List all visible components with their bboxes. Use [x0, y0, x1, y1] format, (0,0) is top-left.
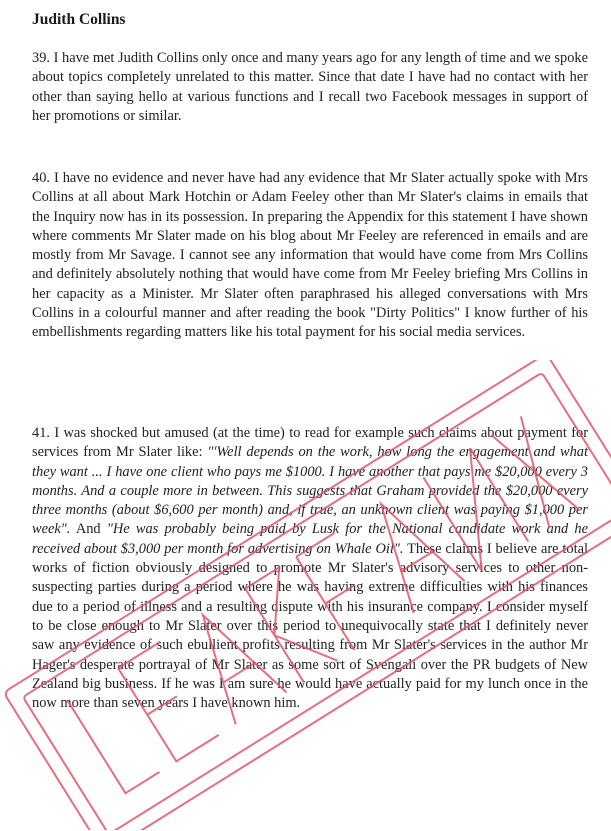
paragraph-41-text-2: And: [70, 521, 107, 538]
paragraph-41-text-1: 41. I was shocked but amused (at the time) to read for example such claims about payment for services from Mr Slater like:: [32, 425, 588, 461]
section-heading: Judith Collins: [32, 11, 126, 28]
paragraph-41-quote-2: "He was probably being paid by Lusk for the National candidate work and he received about $3,000 per month for advertising on Whale Oil".: [32, 521, 589, 557]
paragraph-39: 39. I have met Judith Collins only once and many years ago for any length of time and we spoke about topics completely unrelated to this matter. Since that date I have had no contact with her other than saying hello at various functions and I recall two Facebook messages in support of her promotions or similar.: [32, 50, 588, 124]
paragraph-40: 40. I have no evidence and never have had any evidence that Mr Slater actually spoke with Mrs Collins at all about Mark Hotchin or Adam Feeley other than Mr Slater's claims in emails that the Inquiry now has in its possession. In preparing the Appendix for this statement I have shown where comments Mr Slater made on his blog about Mr Feeley are referenced in emails and are mostly from Mr Savage. I cannot see any information that would have come from Mrs Collins and definitely absolutely nothing that would have come from Mr Feeley briefing Mrs Collins in her capacity as a Minister. Mr Slater often paraphrased his alleged conversations with Mrs Collins in a colourful manner and after reading the book "Dirty Politics" I know further of his embellishments regarding matters like his total payment for his social media services.: [32, 170, 588, 341]
paragraph-41-quote-1: "'Well depends on the work, how long the engagement and what they want ... I have one client who pays me $1000. I have another that pays me $20,000 every 3 months. And a couple more in between. This suggests that Graham provided the $20,000 every three months (about $6,600 per month) and, if true, an unknown client was paying $1,000 per week".: [32, 444, 588, 538]
paragraph-41: [32, 424, 588, 713]
paragraph-41-text-3: These claims I believe are total works of fiction obviously designed to promote Mr Slater's advisory services to other non-suspecting parties during a period where he was having extreme difficulties with his finances due to a period of illness and a resulting dispute with his insurance company. I consider myself to be close enough to Mr Slater over this period to unequivocally state that I definitely never saw any evidence of such ebullient profits resulting from Mr Slater's services in the author Mr Hager's desperate portrayal of Mr Slater as some sort of Svengali over the PR budgets of New Zealand big business. If he was I am sure he would have actually paid for my lunch once in the now more than seven years I have known him.: [32, 540, 588, 712]
